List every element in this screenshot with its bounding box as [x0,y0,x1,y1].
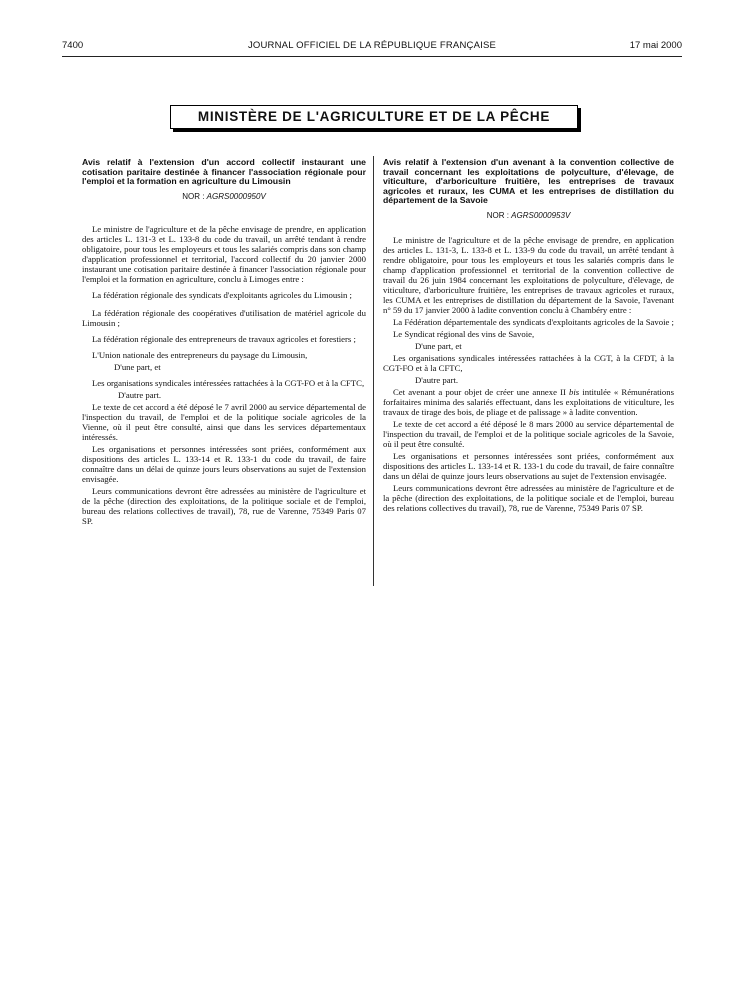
paragraph: Le ministre de l'agriculture et de la pêche envisage de prendre, en application des articles L. 131-3, L. 133-8 et L. 133-9 du code du travail, un arrêté tendant à rendre obligatoire, pour tous les employeurs et tous les salariés compris dans le champ d'application professionnel et territorial de la convention collective de travail du 26 juin 1984 concernant les exploitations de polyculture, d'élevage, de viticulture, d'arboriculture fruitière, les entreprises de travaux agricoles et ruraux, les CUMA et les entreprises de distillation du département de la Savoie, l'avenant n° 59 du 17 janvier 2000 à ladite convention conclu à Chambéry entre : [383,234,674,315]
nor-code: AGRS0000953V [511,210,571,220]
paragraph-text: Cet avenant a pour objet de créer une annexe II [393,386,570,397]
paragraph: La Fédération départementale des syndicats d'exploitants agricoles de la Savoie ; [393,316,674,327]
nor-label: NOR : [182,191,207,201]
paragraph: La fédération régionale des coopératives d'utilisation de matériel agricole du Limousin ; [82,307,366,328]
nor-reference [82,192,366,202]
column-divider [373,156,374,586]
nor-label: NOR : [486,210,512,220]
page-number: 7400 [62,40,84,51]
paragraph: Le texte de cet accord a été déposé le 8 mars 2000 au service départemental de l'inspection du travail, de l'emploi et de la politique sociale agricoles de la Savoie, où il peut être consulté. [383,418,674,449]
header-rule [62,56,682,57]
paragraph: D'une part, et [415,340,462,351]
paragraph: Leurs communications devront être adressées au ministère de l'agriculture et de la pêche (direction des exploitations, de la politique sociale et de l'emploi, bureau des relations collectives du travail), 78, rue de Varenne, 75349 Paris 07 SP. [383,482,674,513]
paragraph-italic: bis [569,386,580,397]
notice-right-column [383,158,674,515]
nor-reference [383,211,674,221]
paragraph: D'autre part. [415,374,459,385]
paragraph: D'une part, et [114,361,161,372]
paragraph: D'autre part. [118,389,162,400]
paragraph: Les organisations et personnes intéressées sont priées, conformément aux dispositions des articles L. 133-14 et R. 133-1 du code du travail, de faire connaître dans un délai de quinze jours leurs observations au sujet de l'extension envisagée. [383,450,674,481]
journal-title: JOURNAL OFFICIEL DE LA RÉPUBLIQUE FRANÇAISE [247,40,497,51]
notice-title: Avis relatif à l'extension d'un accord collectif instaurant une cotisation paritaire destinée à financer l'association régionale pour l'emploi et la formation en agriculture du Limousin [82,157,366,187]
nor-code: AGRS0000950V [206,191,266,201]
ministry-title-box: MINISTÈRE DE L'AGRICULTURE ET DE LA PÊCHE [170,105,578,129]
paragraph: Le texte de cet accord a été déposé le 7 avril 2000 au service départemental de l'inspection du travail, de l'emploi et de la politique sociale agricoles de la Vienne, où il peut être consulté, ainsi que dans les services départementaux intéressés. [82,401,366,442]
notice-body [82,224,366,526]
notice-left-column [82,158,366,528]
paragraph: Le Syndicat régional des vins de Savoie, [393,328,535,339]
paragraph [383,387,674,417]
paragraph: Les organisations et personnes intéressées sont priées, conformément aux dispositions des articles L. 133-14 et R. 133-1 du code du travail, de faire connaître dans un délai de quinze jours leurs observations au sujet de l'extension envisagée. [82,443,366,484]
paragraph: Le ministre de l'agriculture et de la pêche envisage de prendre, en application des articles L. 131-3 et L. 133-8 du code du travail, un arrêté tendant à rendre obligatoire, pour tous les employeurs et tous les salariés compris dans son champ d'application professionnel et territorial, l'accord collectif du 20 janvier 2000 instaurant une cotisation paritaire destinée à financer l'association régionale pour l'emploi et la formation en agriculture, conclu à Limoges entre : [82,223,366,284]
paragraph: La fédération régionale des entrepreneurs de travaux agricoles et forestiers ; [92,333,356,344]
notice-title: Avis relatif à l'extension d'un avenant à la convention collective de travail concernant les exploitations de polyculture, d'élevage, de viticulture, d'arboriculture fruitière, les entreprises de travaux agricoles et ruraux, les CUMA et les entreprises de distillation du département de la Savoie [383,157,674,206]
paragraph: Leurs communications devront être adressées au ministère de l'agriculture et de la pêche (direction des exploitations, de la politique sociale et de l'emploi, bureau des relations collectives de travail), 78, rue de Varenne, 75349 Paris 07 SP. [82,485,366,526]
paragraph: Les organisations syndicales intéressées rattachées à la CGT, à la CFDT, à la CGT-FO et à la CFTC, [383,352,674,373]
paragraph: La fédération régionale des syndicats d'exploitants agricoles du Limousin ; [92,289,352,300]
paragraph: Les organisations syndicales intéressées rattachées à la CGT-FO et à la CFTC, [92,377,365,388]
page-header [62,40,682,54]
paragraph: L'Union nationale des entrepreneurs du paysage du Limousin, [92,349,308,360]
paragraph-text: intitulée « Rémunérations forfaitaires minima des salariés effectuant, dans les exploitations de viticulture, les travaux de tirage des bois, de pliage et de palissage » à ladite convention. [383,386,674,417]
notice-body [383,235,674,513]
publication-date: 17 mai 2000 [629,40,682,51]
